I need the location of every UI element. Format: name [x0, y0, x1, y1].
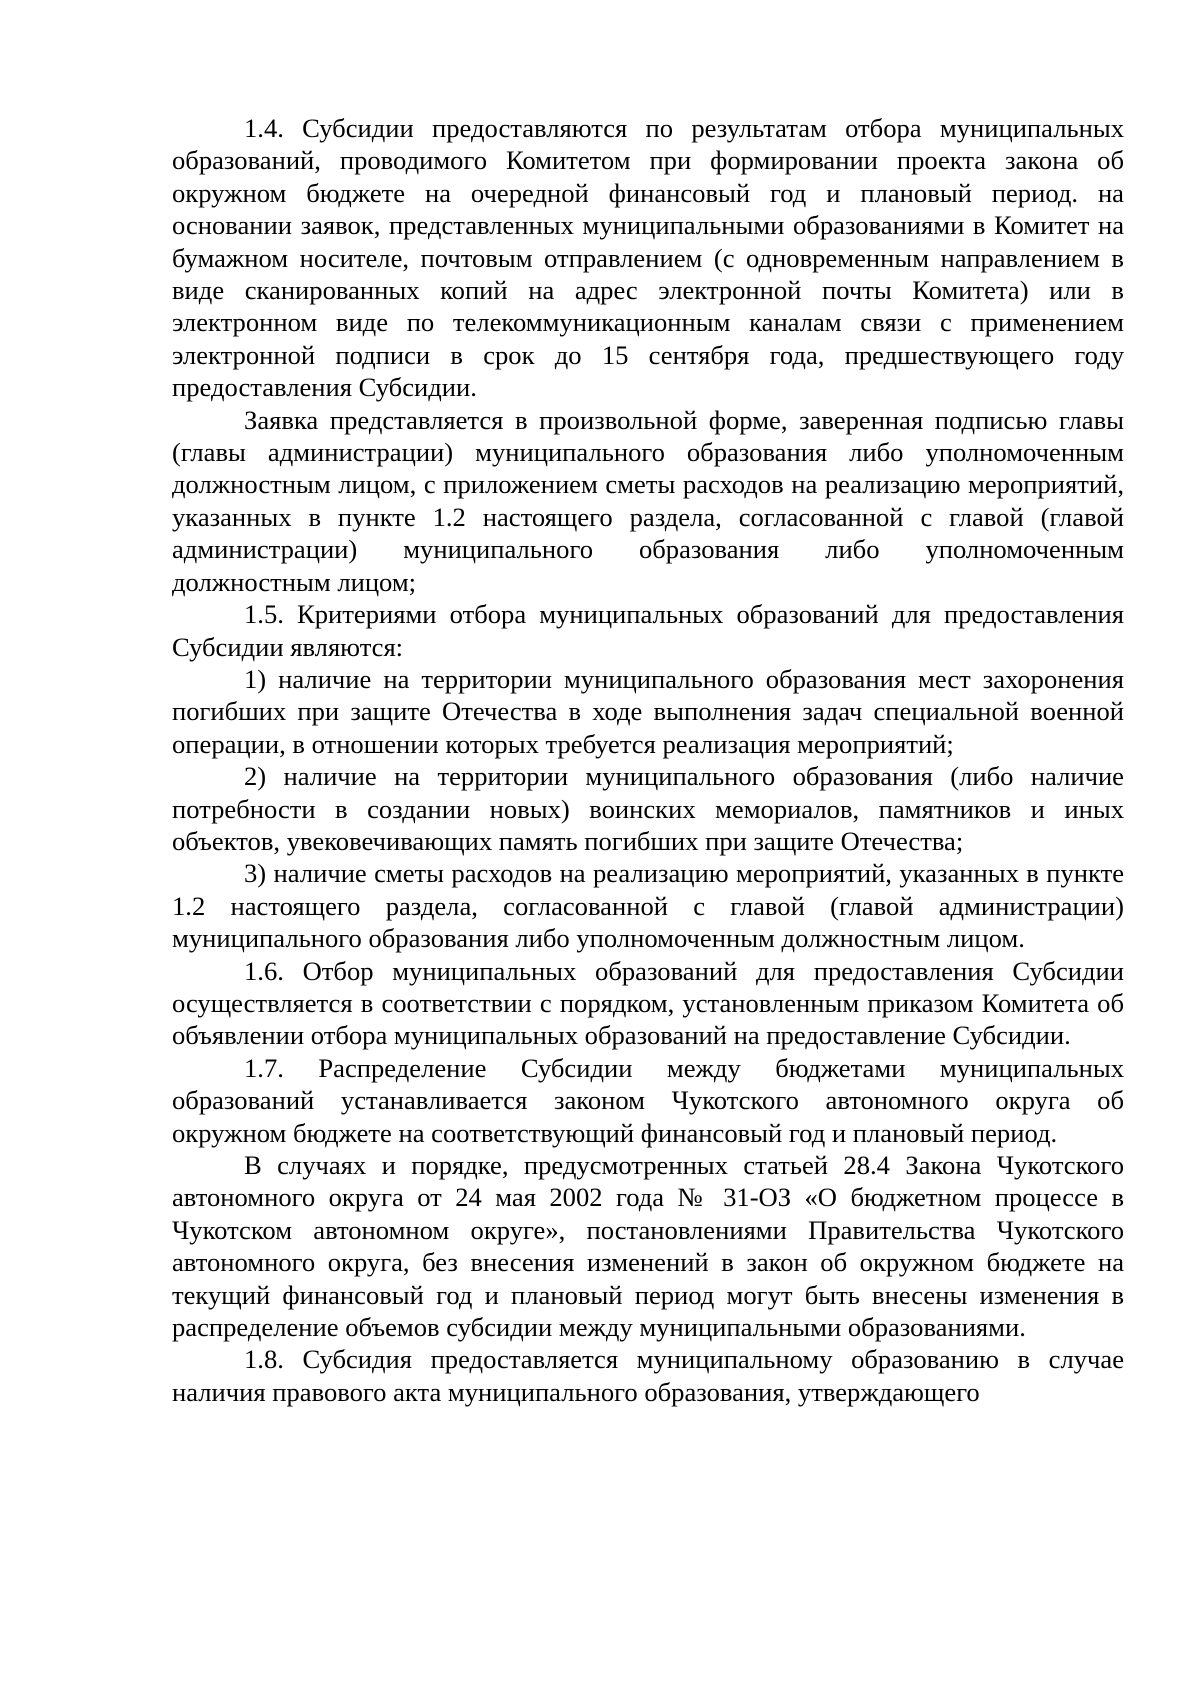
paragraph-application: Заявка представляется в произвольной форме, заверенная подписью главы (главы администрации) муниципального образования либо уполномоченным должностным лицом, с приложением сметы расходов на реализацию мероприятий, указанных в пункте 1.2 настоящего раздела, согласованной с главой (главой администрации) муниципального образования либо уполномоченным должностным лицом; — [172, 404, 1124, 597]
document-page — [172, 112, 1124, 1408]
paragraph-criterion-2: 2) наличие на территории муниципального образования (либо наличие потребности в создании новых) воинских мемориалов, памятников и иных объектов, увековечивающих память погибших при защите Отечества; — [172, 761, 1124, 856]
paragraph-criterion-3: 3) наличие сметы расходов на реализацию мероприятий, указанных в пункте 1.2 настоящего раздела, согласованной с главой (главой администрации) муниципального образования либо уполномоченным должностным лицом. — [172, 858, 1124, 954]
paragraph-redistribution: В случаях и порядке, предусмотренных статьей 28.4 Закона Чукотского автономного округа от 24 мая 2002 года № 31-ОЗ «О бюджетном процессе в Чукотском автономном округе», постановлениями Правительства Чукотского автономного округа, без внесения изменений в закон об окружном бюджете на текущий финансовый год и плановый период могут быть внесены изменения в распределение объемов субсидии между муниципальными образованиями. — [172, 1150, 1124, 1343]
paragraph-criterion-1: 1) наличие на территории муниципального образования мест захоронения погибших при защите Отечества в ходе выполнения задач специальной военной операции, в отношении которых требуется реализация мероприятий; — [172, 663, 1124, 759]
paragraph-1-5: 1.5. Критериями отбора муниципальных образований для предоставления Субсидии являются: — [172, 599, 1124, 662]
paragraph-1-8: 1.8. Субсидия предоставляется муниципальному образованию в случае наличия правового акта муниципального образования, утверждающего — [172, 1344, 1124, 1407]
paragraph-1-6: 1.6. Отбор муниципальных образований для предоставления Субсидии осуществляется в соответствии с порядком, установленным приказом Комитета об объявлении отбора муниципальных образований на предоставление Субсидии. — [172, 955, 1124, 1051]
paragraph-1-7: 1.7. Распределение Субсидии между бюджетами муниципальных образований устанавливается законом Чукотского автономного округа об окружном бюджете на соответствующий финансовый год и плановый период. — [172, 1052, 1124, 1148]
paragraph-1-4: 1.4. Субсидии предоставляются по результатам отбора муниципальных образований, проводимого Комитетом при формировании проекта закона об окружном бюджете на очередной финансовый год и плановый период. на основании заявок, представленных муниципальными образованиями в Комитет на бумажном носителе, почтовым отправлением (с одновременным направлением в виде сканированных копий на адрес электронной почты Комитета) или в электронном виде по телекоммуникационным каналам связи с применением электронной подписи в срок до 15 сентября года, предшествующего году предоставления Субсидии. — [172, 113, 1124, 403]
